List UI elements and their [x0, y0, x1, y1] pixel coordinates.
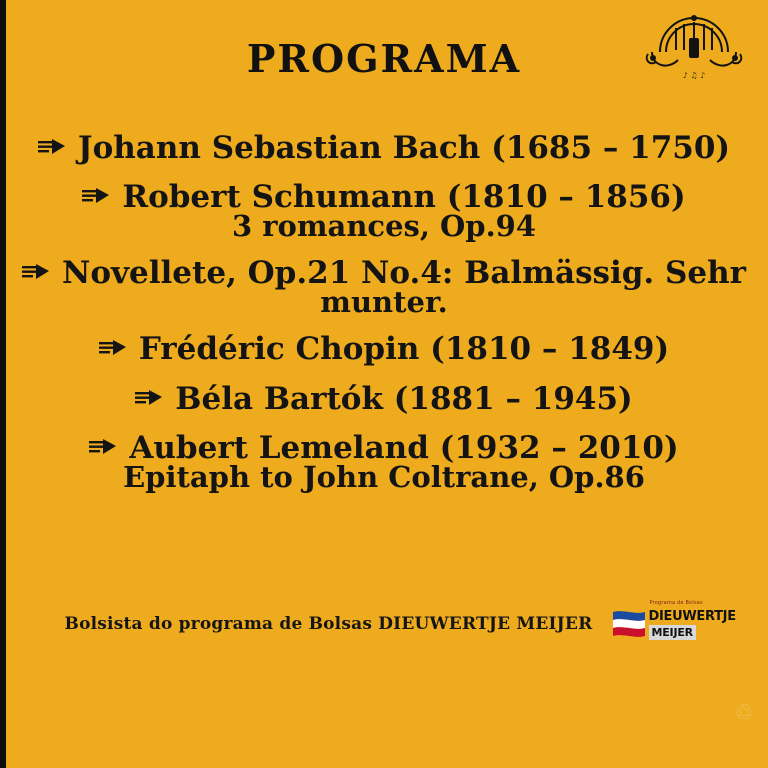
sponsor-flag-icon	[612, 608, 646, 638]
note-bullet-icon	[38, 130, 68, 150]
list-item	[0, 179, 768, 241]
page-title: PROGRAMA	[246, 36, 522, 81]
watermark-icon: ♲	[734, 701, 754, 726]
list-item	[0, 130, 768, 165]
program-entry-text: Johann Sebastian Bach (1685 – 1750)	[77, 130, 731, 166]
note-bullet-icon	[22, 255, 52, 275]
program-entry-subtitle: Epitaph to John Coltrane, Op.86	[123, 459, 645, 494]
program-entry-text: Novellete, Op.21 No.4: Balmässig. Sehr	[62, 255, 746, 292]
program-entry-text: Aubert Lemeland (1932 – 2010)	[129, 430, 679, 467]
sponsor-name-line2: MEIJER	[649, 625, 696, 640]
footer-inner	[64, 600, 736, 648]
sponsor-logo	[612, 600, 736, 648]
program-entry-title	[99, 331, 669, 366]
ensemble-crest-logo	[642, 8, 746, 82]
program-entry-text: Frédéric Chopin (1810 – 1849)	[138, 331, 670, 368]
note-bullet-icon	[82, 179, 112, 199]
footer	[0, 600, 768, 648]
note-bullet-icon	[99, 331, 129, 351]
program-entry-text: Robert Schumann (1810 – 1856)	[122, 179, 686, 216]
list-item	[0, 331, 768, 366]
program-entry-title	[135, 381, 632, 416]
program-entry-subtitle: 3 romances, Op.94	[231, 208, 537, 243]
program-entry-subtitle: munter.	[320, 284, 448, 319]
svg-text:♪ ♫ ♪: ♪ ♫ ♪	[682, 71, 706, 80]
scholarship-credit-text: Bolsista do programa de Bolsas DIEUWERTJE MEIJER	[64, 614, 593, 634]
list-item	[0, 255, 768, 317]
sponsor-tagline: Programa de Bolsas	[649, 600, 703, 606]
sponsor-name-line1: DIEUWERTJE	[648, 609, 736, 624]
program-list	[0, 130, 768, 506]
program-entry-title	[38, 130, 730, 165]
note-bullet-icon	[135, 381, 165, 401]
note-bullet-icon	[89, 430, 119, 450]
program-entry-text: Béla Bartók (1881 – 1945)	[175, 380, 633, 417]
list-item	[0, 381, 768, 416]
list-item	[0, 430, 768, 492]
top-edge-strip	[6, 0, 768, 5]
